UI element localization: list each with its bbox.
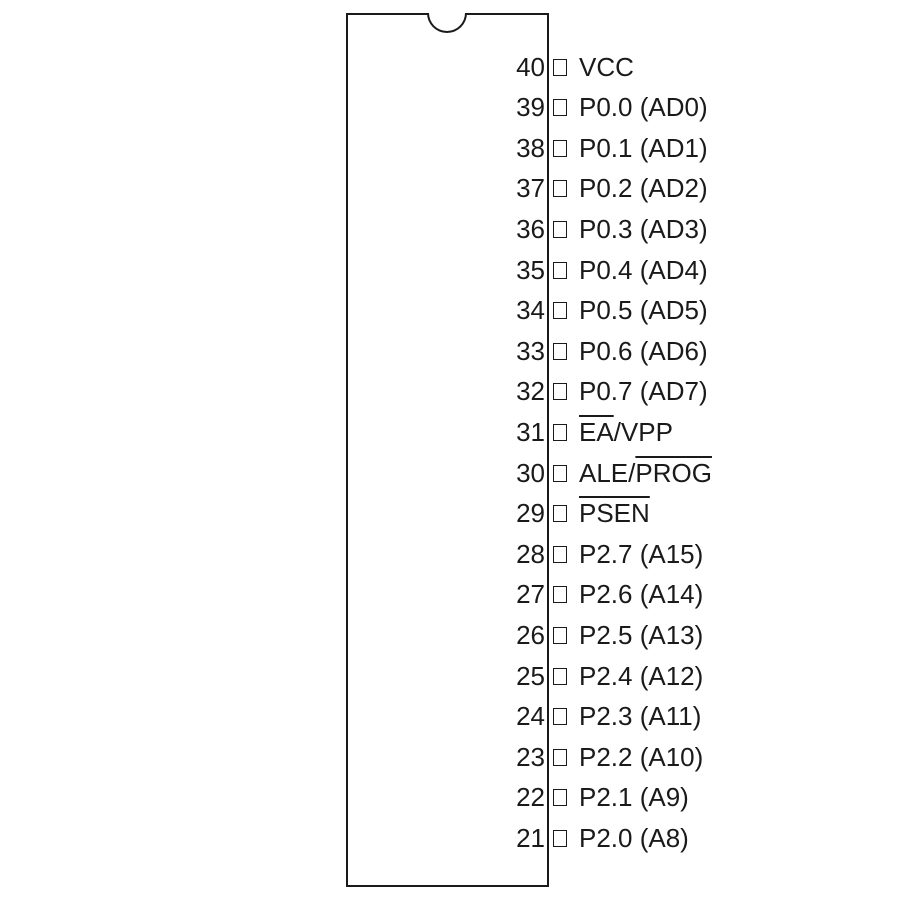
pin-label-prefix: ALE/ [579,457,636,488]
pin-label-suffix: P2.0 (A8) [579,822,689,853]
pin-label [579,92,708,123]
pin-label-suffix: P0.3 (AD3) [579,213,708,244]
pin-label [579,173,708,204]
pin-number: 24 [516,701,545,732]
pin-label-suffix: P0.1 (AD1) [579,132,708,163]
pin-row-right [516,51,634,82]
pin-label [579,295,708,326]
pin-pad-icon [553,627,567,644]
pin-pad-icon [553,59,567,76]
pin-number: 36 [516,213,545,244]
pin-label-suffix: P2.5 (A13) [579,619,704,650]
pin-pad-icon [553,546,567,563]
pin-label [579,133,708,164]
pin-label [579,539,703,570]
pin-number: 39 [516,92,545,123]
pin-row-right [516,132,708,163]
pin-label [579,782,689,813]
pin-label [579,336,708,367]
pin-number: 40 [516,51,545,82]
pin-row-right [516,173,708,204]
pin-row-right [516,213,708,244]
pin-label [579,52,634,83]
pin-label [579,214,708,245]
pin-row-right [516,335,708,366]
pin-pad-icon [553,668,567,685]
pin-number: 35 [516,254,545,285]
pin-label [579,701,701,732]
pin-row-right [516,782,689,813]
pin-label-suffix: P0.4 (AD4) [579,254,708,285]
pin-row-right [516,822,689,853]
pin-label [579,742,703,773]
pin-label [579,620,703,651]
pin-number: 38 [516,132,545,163]
pin-row-right [516,619,704,650]
pin-row-right [516,295,708,326]
pin-pad-icon [553,586,567,603]
pin-label [579,823,689,854]
pin-label [579,579,703,610]
pin-number: 22 [516,782,545,813]
pin-label [579,498,650,529]
pin-label [579,417,673,448]
pin-row-right [516,254,708,285]
pin-number: 26 [516,619,545,650]
pin-label [579,661,703,692]
pin-label-overline: PSEN [579,498,650,529]
pin-row-right [516,498,650,529]
pin-label [579,376,708,407]
pin-pad-icon [553,140,567,157]
pin-row-right [516,660,704,691]
pin-pad-icon [553,465,567,482]
pin-pad-icon [553,262,567,279]
pin-row-right [516,701,702,732]
pin-row-right [516,416,673,447]
pin-label-suffix: P2.3 (A11) [579,701,702,732]
pin-pad-icon [553,343,567,360]
pin-pad-icon [553,302,567,319]
pin-label [579,255,708,286]
pin-pad-icon [553,424,567,441]
pin-pad-icon [553,749,567,766]
pin-label-suffix: P0.5 (AD5) [579,295,708,326]
pin-number: 25 [516,660,545,691]
pin-row-right [516,579,704,610]
pin-number: 34 [516,295,545,326]
pin-label-suffix: P2.2 (A10) [579,741,704,772]
pin-pad-icon [553,99,567,116]
pin-number: 23 [516,741,545,772]
pin-pad-icon [553,708,567,725]
pin-label-suffix: P0.0 (AD0) [579,92,708,123]
pin-label-suffix: P2.6 (A14) [579,579,704,610]
pin-number: 27 [516,579,545,610]
pin-pad-icon [553,505,567,522]
pin-label-suffix: P2.7 (A15) [579,538,704,569]
pin-pad-icon [553,830,567,847]
pin-pad-icon [553,180,567,197]
pin-row-right [516,92,708,123]
pin-label-suffix: P0.2 (AD2) [579,173,708,204]
pin-label [579,458,712,489]
pin-number: 30 [516,457,545,488]
pin-label-suffix: P2.1 (A9) [579,782,689,813]
pin-row-right [516,376,708,407]
pin-row-right [516,741,704,772]
pin-pad-icon [553,789,567,806]
pin-row-right [516,457,712,488]
pin-number: 29 [516,498,545,529]
pin-label-overline: $\overline{EA}$ [579,416,614,447]
pin-number: 32 [516,376,545,407]
pin-label-suffix: /VPP [613,416,673,447]
pin-row-right [516,538,704,569]
pin-number: 31 [516,416,545,447]
pin-pad-icon [553,221,567,238]
pin-label-overline: PROG [635,457,712,488]
pin-label-suffix: P0.6 (AD6) [579,335,708,366]
pin-number: 21 [516,822,545,853]
pin-label-suffix: P2.4 (A12) [579,660,704,691]
pin-number: 28 [516,538,545,569]
pin-number: 37 [516,173,545,204]
pin-label-suffix: P0.7 (AD7) [579,376,708,407]
pin-label-suffix: VCC [579,51,634,82]
pin-pad-icon [553,383,567,400]
pin-number: 33 [516,335,545,366]
